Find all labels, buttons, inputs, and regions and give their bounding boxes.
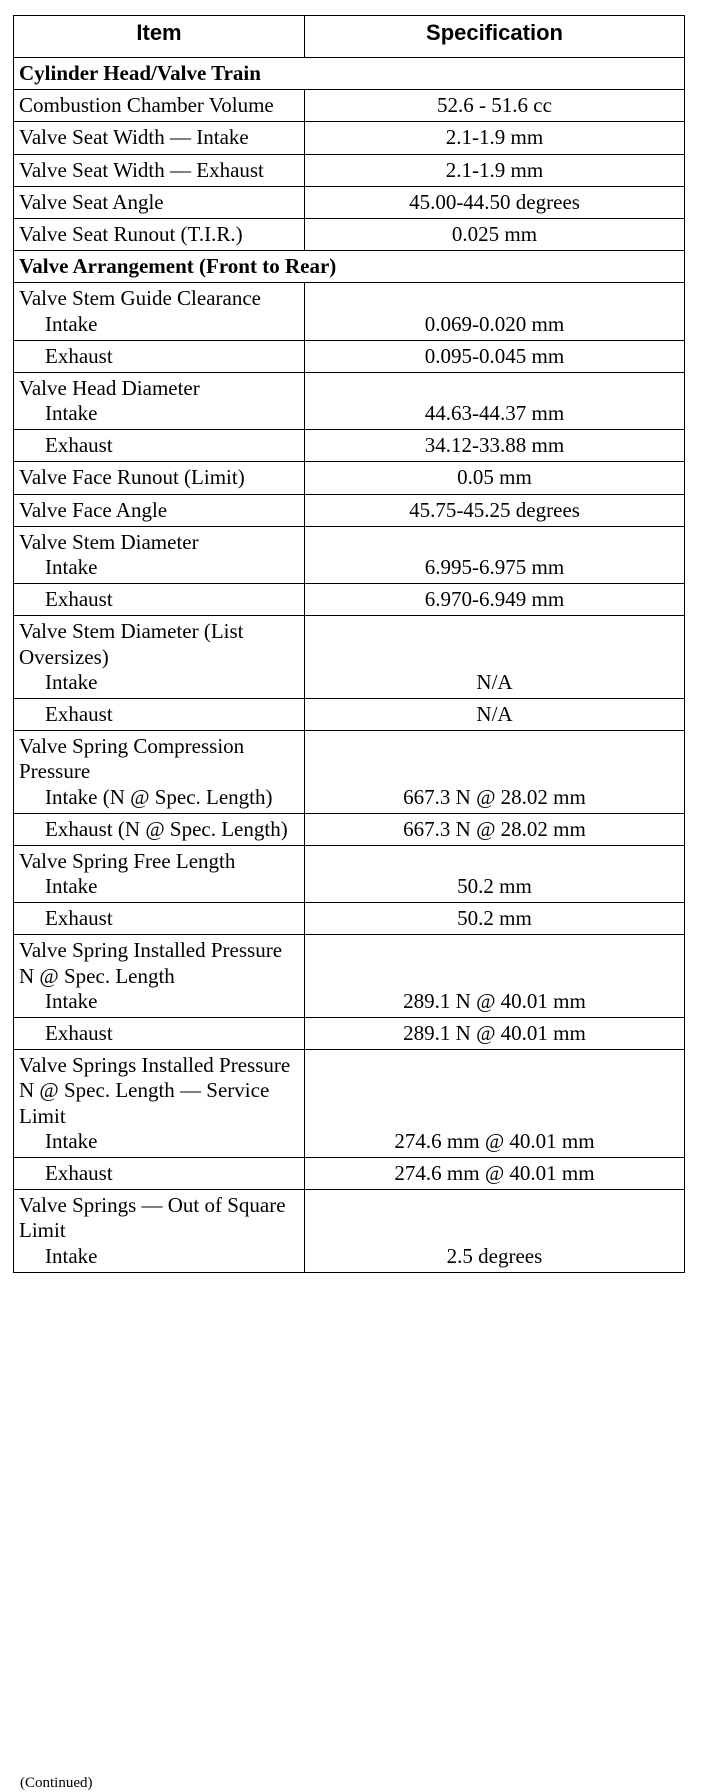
section-row <box>14 251 685 283</box>
item-label: Valve Seat Runout (T.I.R.) <box>19 221 243 246</box>
sub-row <box>14 1018 685 1050</box>
spec-value: 6.970-6.949 mm <box>305 584 685 616</box>
item-sublabel: Exhaust <box>45 343 113 368</box>
item-cell <box>14 90 305 122</box>
item-sublabel: Intake <box>45 874 98 899</box>
item-sublabel: Exhaust <box>45 1160 113 1185</box>
item-sublabel: Exhaust <box>45 587 113 612</box>
item-label: Valve Stem Diameter (List Oversizes) <box>19 619 244 669</box>
item-sublabel: Intake <box>45 1243 98 1268</box>
spec-value: 0.05 mm <box>305 462 685 494</box>
item-cell <box>14 462 305 494</box>
spec-value: 6.995-6.975 mm <box>305 526 685 583</box>
item-cell <box>14 1018 305 1050</box>
item-cell <box>14 698 305 730</box>
spec-value: 0.025 mm <box>305 218 685 250</box>
table-row <box>14 731 685 814</box>
item-cell <box>14 372 305 429</box>
continued-note: (Continued) <box>20 1775 93 1791</box>
item-sublabel: Exhaust <box>45 433 113 458</box>
item-cell <box>14 1050 305 1158</box>
spec-value: 0.069-0.020 mm <box>305 283 685 340</box>
spec-value: 274.6 mm @ 40.01 mm <box>305 1157 685 1189</box>
table-row <box>14 462 685 494</box>
spec-value: 50.2 mm <box>305 903 685 935</box>
table-row <box>14 935 685 1018</box>
spec-value: 2.1-1.9 mm <box>305 122 685 154</box>
sub-row <box>14 430 685 462</box>
sub-row <box>14 903 685 935</box>
item-cell <box>14 526 305 583</box>
spec-body <box>14 58 685 1273</box>
spec-value: 667.3 N @ 28.02 mm <box>305 813 685 845</box>
spec-value: 667.3 N @ 28.02 mm <box>305 731 685 814</box>
item-sublabel: Exhaust <box>45 906 113 931</box>
table-row <box>14 372 685 429</box>
spec-value: 50.2 mm <box>305 845 685 902</box>
sub-row <box>14 813 685 845</box>
table-row <box>14 218 685 250</box>
item-cell <box>14 813 305 845</box>
item-cell <box>14 494 305 526</box>
item-sublabel: Intake <box>45 1128 98 1153</box>
item-cell <box>14 122 305 154</box>
spec-value: N/A <box>305 616 685 699</box>
item-sublabel: Intake <box>45 555 98 579</box>
spec-value: 289.1 N @ 40.01 mm <box>305 935 685 1018</box>
spec-value: 45.75-45.25 degrees <box>305 494 685 526</box>
item-cell <box>14 283 305 340</box>
item-cell <box>14 935 305 1018</box>
item-sublabel: Exhaust <box>45 1021 113 1045</box>
table-row <box>14 845 685 902</box>
item-sublabel: Intake <box>45 401 98 426</box>
spec-value: 289.1 N @ 40.01 mm <box>305 1018 685 1050</box>
spec-value: N/A <box>305 698 685 730</box>
spec-value: 52.6 - 51.6 cc <box>305 90 685 122</box>
item-label: Valve Face Runout (Limit) <box>19 465 245 490</box>
item-cell <box>14 1190 305 1273</box>
item-label: Valve Seat Width — Intake <box>19 125 249 150</box>
item-label: Valve Spring Free Length <box>19 848 236 873</box>
sub-row <box>14 1157 685 1189</box>
item-sublabel: Exhaust (N @ Spec. Length) <box>45 816 288 841</box>
table-row <box>14 90 685 122</box>
item-label: Valve Face Angle <box>19 497 168 522</box>
item-label: Valve Head Diameter <box>19 375 200 400</box>
table-row <box>14 154 685 186</box>
item-cell <box>14 218 305 250</box>
spec-table <box>13 15 685 1273</box>
item-cell <box>14 154 305 186</box>
spec-value: 274.6 mm @ 40.01 mm <box>305 1050 685 1158</box>
section-title: Cylinder Head/Valve Train <box>14 58 685 90</box>
table-row <box>14 494 685 526</box>
item-cell <box>14 430 305 462</box>
item-label: Valve Seat Width — Exhaust <box>19 157 264 182</box>
item-cell <box>14 903 305 935</box>
section-title: Valve Arrangement (Front to Rear) <box>14 251 685 283</box>
sub-row <box>14 584 685 616</box>
item-label: Valve Seat Angle <box>19 189 164 214</box>
item-sublabel: Exhaust <box>45 701 113 726</box>
spec-value: 44.63-44.37 mm <box>305 372 685 429</box>
sub-row <box>14 340 685 372</box>
item-label: Valve Spring Compression Pressure <box>19 734 245 784</box>
section-row <box>14 58 685 90</box>
item-label: Valve Stem Guide Clearance <box>19 286 261 311</box>
table-row <box>14 616 685 699</box>
spec-value: 0.095-0.045 mm <box>305 340 685 372</box>
spec-value: 2.1-1.9 mm <box>305 154 685 186</box>
table-row <box>14 526 685 583</box>
item-label: Valve Springs Installed Pressure N @ Spec. Length — Service Limit <box>19 1053 291 1128</box>
header-item: Item <box>14 16 305 58</box>
table-row <box>14 186 685 218</box>
item-cell <box>14 1157 305 1189</box>
item-sublabel: Intake <box>45 311 98 336</box>
item-cell <box>14 340 305 372</box>
item-cell <box>14 584 305 616</box>
item-cell <box>14 845 305 902</box>
item-label: Valve Spring Installed Pressure N @ Spec. Length <box>19 938 283 988</box>
item-label: Valve Springs — Out of Square Limit <box>19 1193 286 1243</box>
header-row <box>14 16 685 58</box>
item-cell <box>14 186 305 218</box>
item-sublabel: Intake <box>45 669 98 694</box>
spec-value: 34.12-33.88 mm <box>305 430 685 462</box>
item-cell <box>14 616 305 699</box>
table-row <box>14 1050 685 1158</box>
table-row <box>14 283 685 340</box>
item-label: Combustion Chamber Volume <box>19 93 274 118</box>
sub-row <box>14 698 685 730</box>
item-cell <box>14 731 305 814</box>
item-sublabel: Intake (N @ Spec. Length) <box>45 784 273 809</box>
table-row <box>14 1190 685 1273</box>
item-sublabel: Intake <box>45 988 98 1013</box>
item-label: Valve Stem Diameter <box>19 529 199 554</box>
spec-value: 2.5 degrees <box>305 1190 685 1273</box>
spec-value: 45.00-44.50 degrees <box>305 186 685 218</box>
header-specification: Specification <box>305 16 685 58</box>
table-row <box>14 122 685 154</box>
